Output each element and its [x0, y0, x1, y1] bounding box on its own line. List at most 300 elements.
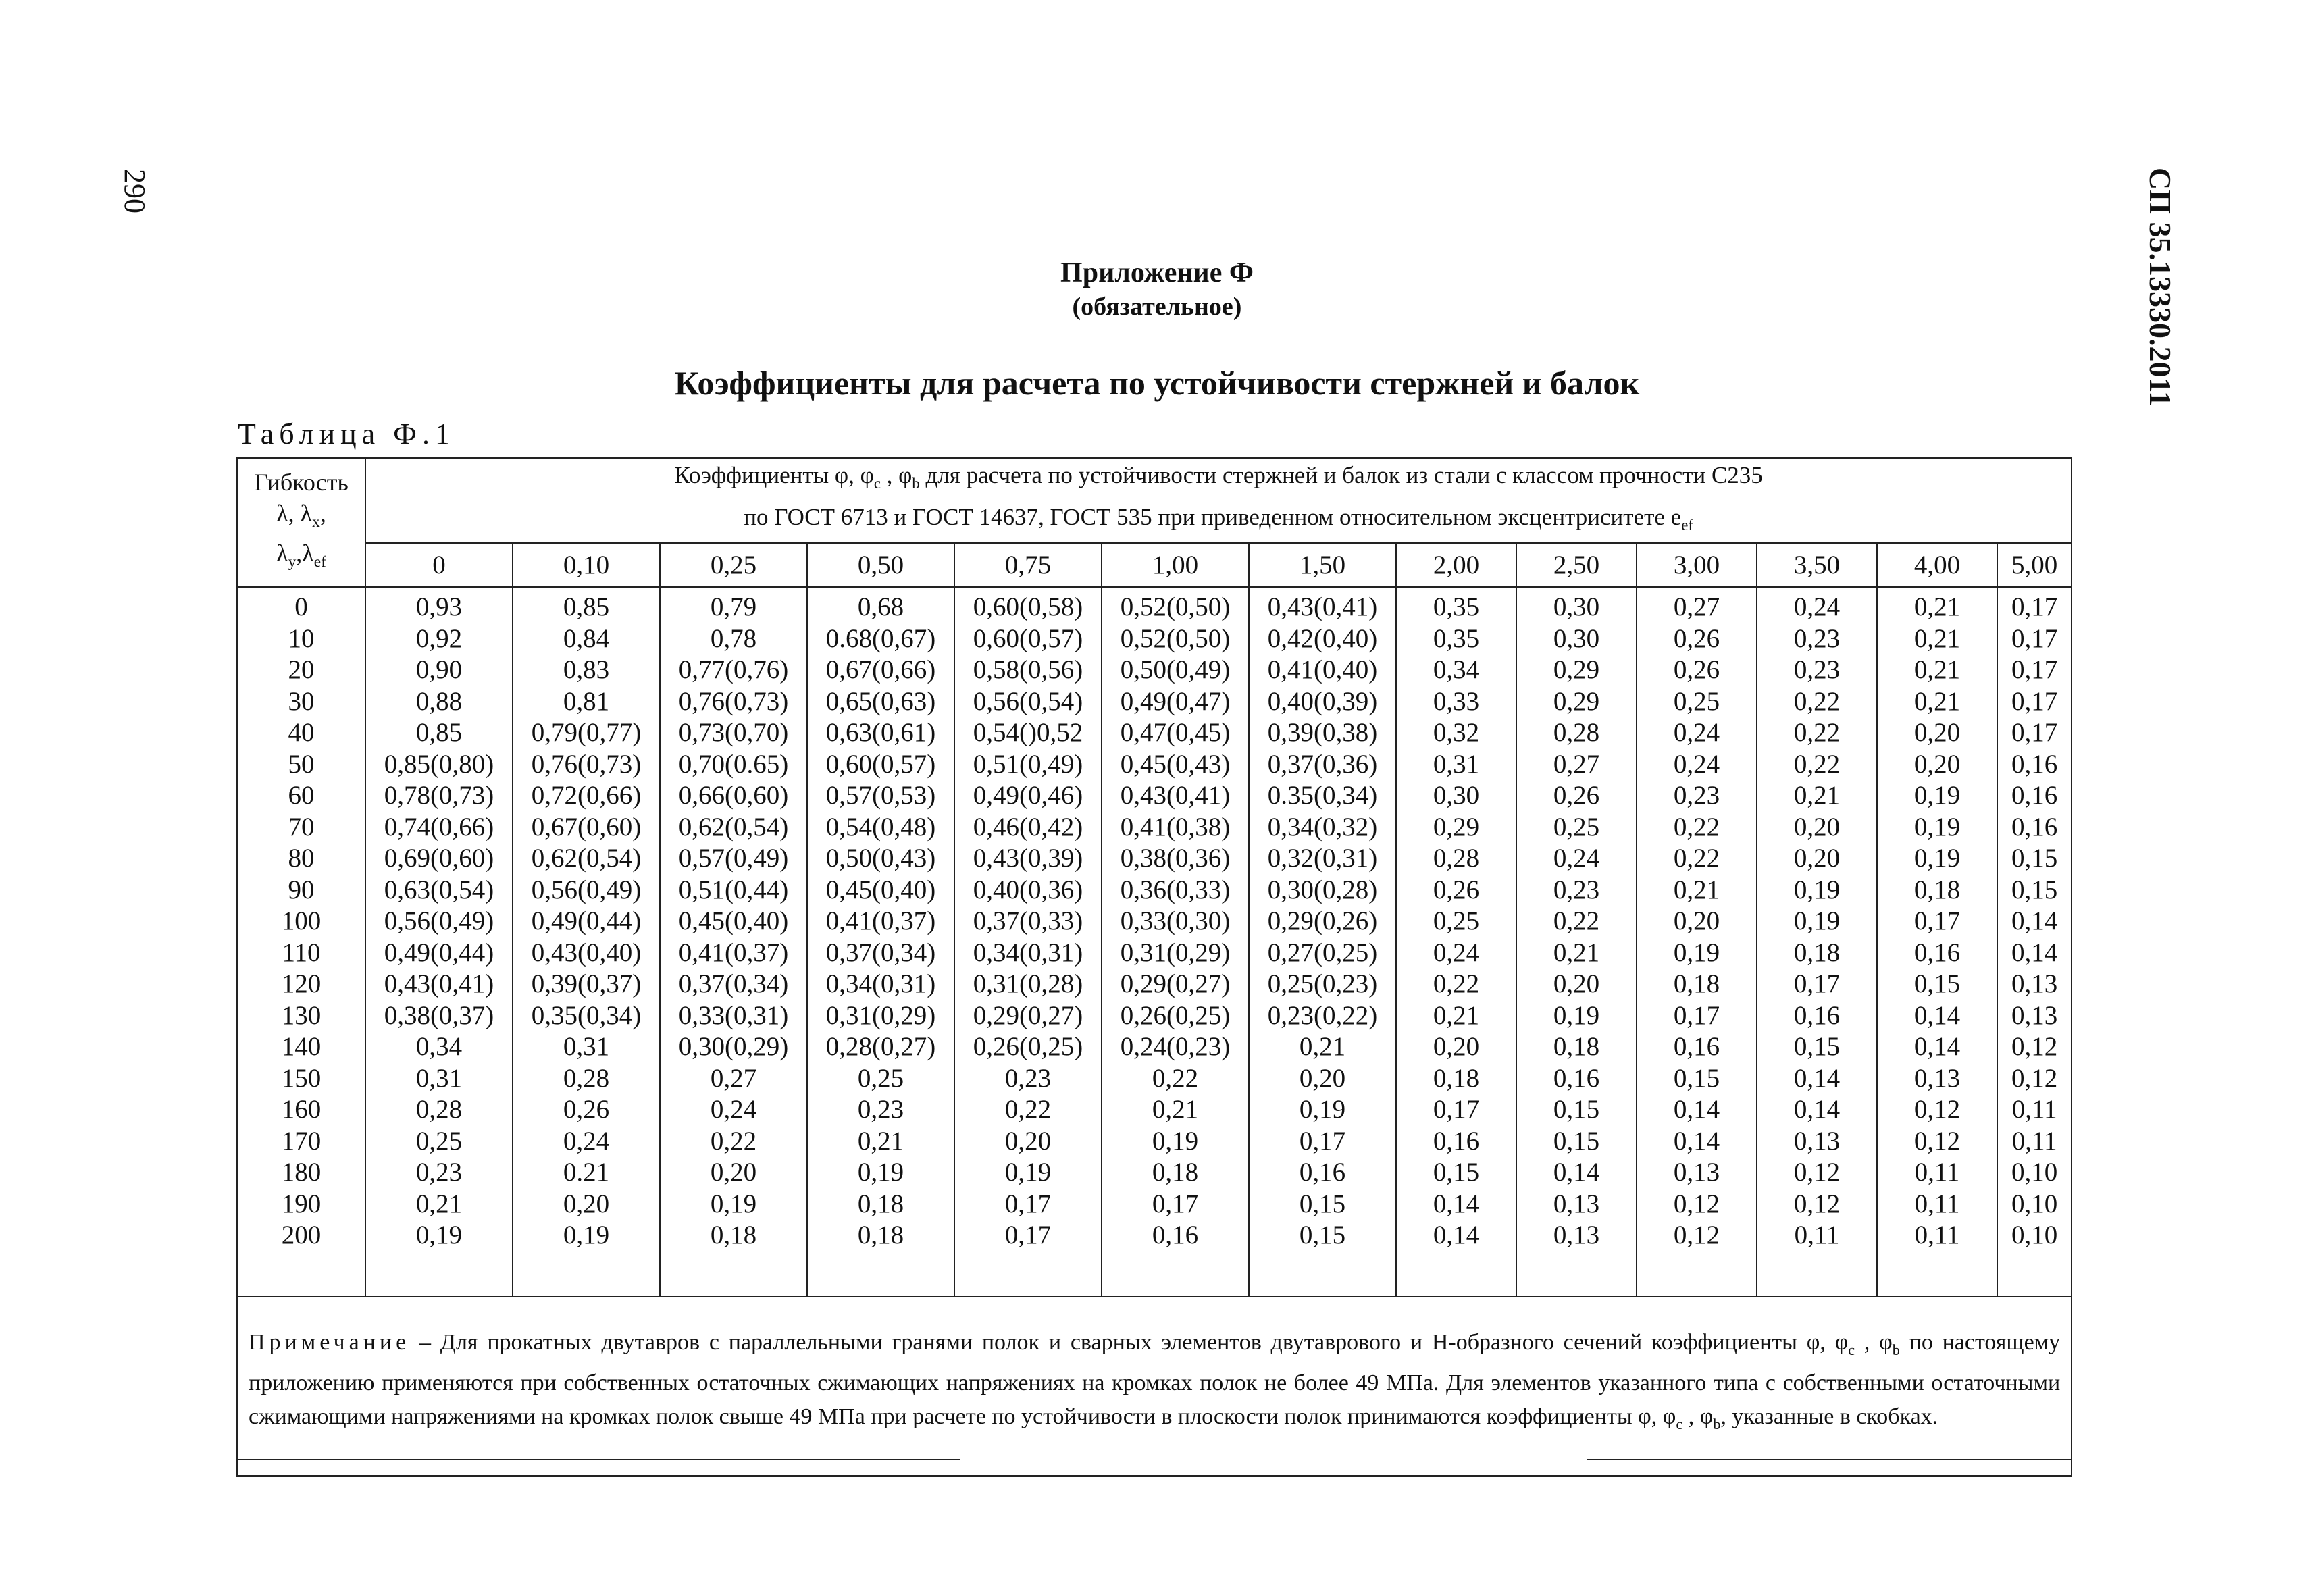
coefficient-cell: 0,39(0,38)	[1249, 717, 1396, 749]
coefficient-cell: 0,78(0,73)	[365, 780, 513, 812]
coefficient-cell: 0,37(0,34)	[660, 969, 807, 1000]
eccentricity-header-cell: 1,50	[1249, 543, 1396, 587]
eccentricity-header-cell: 4,00	[1877, 543, 1997, 587]
table-row	[237, 906, 2072, 937]
coefficient-cell: 0,30	[1516, 587, 1637, 623]
slenderness-cell: 100	[237, 906, 365, 937]
eccentricity-header-cell: 5,00	[1997, 543, 2072, 587]
coefficient-cell: 0,83	[513, 654, 660, 686]
coefficient-cell: 0,26	[1516, 780, 1637, 812]
coefficient-cell: 0,29(0,26)	[1249, 906, 1396, 937]
eccentricity-header-cell: 0,25	[660, 543, 807, 587]
coefficient-cell: 0,28	[365, 1094, 513, 1126]
table-note: Примечание – Для прокатных двутавров с параллельными гранями полок и сварных элементов двутаврового и Н-образного сечений коэффициенты φ, $\varphi_c$ , $\varphi_b$ по настоящему приложению применяются при собственных остаточных сжимающих напряжениях на кромках полок не более 49 МПа. Для элементов указанного типа с собственными остаточными сжимающими напряжениями на кромках полок свыше 49 МПа при расчете по устойчивости в плоскости полок принимаются коэффициенты φ, $\varphi_c$ , $\varphi_b$, указанные в скобках.	[237, 1297, 2072, 1476]
appendix-title: Приложение Ф	[1060, 257, 1254, 288]
slenderness-cell: 140	[237, 1031, 365, 1063]
table-row	[237, 1094, 2072, 1126]
coefficient-cell: 0,10	[1997, 1220, 2072, 1252]
coefficient-cell: 0,26	[513, 1094, 660, 1126]
coefficient-cell: 0,54()0,52	[954, 717, 1102, 749]
eccentricity-header-cell: 2,00	[1396, 543, 1516, 587]
footer-rule-left	[236, 1459, 960, 1460]
coefficient-cell: 0,58(0,56)	[954, 654, 1102, 686]
table-row	[237, 875, 2072, 906]
note-lead: Примечание	[249, 1329, 411, 1355]
coefficient-cell: 0,85	[365, 717, 513, 749]
coefficient-cell: 0,13	[1516, 1189, 1637, 1220]
coefficient-cell: 0,18	[1637, 969, 1757, 1000]
coefficient-cell: 0,17	[1249, 1126, 1396, 1158]
coefficient-cell: 0,16	[1396, 1126, 1516, 1158]
eccentricity-header-cell: 1,00	[1102, 543, 1249, 587]
coefficient-cell: 0,22	[1637, 843, 1757, 875]
coefficient-cell: 0,16	[1516, 1063, 1637, 1095]
coefficient-cell: 0,28	[513, 1063, 660, 1095]
coefficient-cell: 0,17	[954, 1189, 1102, 1220]
coefficient-cell: 0,50(0,49)	[1102, 654, 1249, 686]
coefficient-cell: 0,88	[365, 686, 513, 718]
coefficient-cell: 0,56(0,54)	[954, 686, 1102, 718]
coefficient-cell: 0,26(0,25)	[954, 1031, 1102, 1063]
slenderness-cell: 190	[237, 1189, 365, 1220]
coefficient-cell: 0,19	[954, 1157, 1102, 1189]
slenderness-cell: 150	[237, 1063, 365, 1095]
coefficient-cell: 0,57(0,49)	[660, 843, 807, 875]
coefficient-cell: 0,67(0,60)	[513, 812, 660, 844]
coefficient-cell: 0,21	[1877, 623, 1997, 655]
coefficient-cell: 0,38(0,36)	[1102, 843, 1249, 875]
coefficient-cell: 0,51(0,44)	[660, 875, 807, 906]
coefficient-cell: 0,24	[660, 1094, 807, 1126]
coefficient-cell: 0,14	[1757, 1094, 1877, 1126]
coefficient-cell: 0,24	[1516, 843, 1637, 875]
coefficient-cell: 0,69(0,60)	[365, 843, 513, 875]
coefficient-cell: 0,11	[1877, 1157, 1997, 1189]
coefficient-cell: 0,43(0,40)	[513, 937, 660, 969]
coefficient-cell: 0,13	[1877, 1063, 1997, 1095]
coefficient-cell: 0,12	[1877, 1094, 1997, 1126]
coefficient-cell: 0,16	[1249, 1157, 1396, 1189]
slenderness-cell: 30	[237, 686, 365, 718]
coefficient-cell: 0,30	[1516, 623, 1637, 655]
slenderness-cell: 60	[237, 780, 365, 812]
coefficient-cell: 0,70(0.65)	[660, 749, 807, 781]
coefficients-header	[365, 458, 2072, 544]
coefficient-cell: 0,25	[1396, 906, 1516, 937]
coefficient-cell: 0,72(0,66)	[513, 780, 660, 812]
table-label: Таблица Ф.1	[238, 417, 455, 451]
slenderness-cell: 110	[237, 937, 365, 969]
coefficient-cell: 0,19	[807, 1157, 954, 1189]
coefficient-cell: 0,14	[1637, 1126, 1757, 1158]
coefficient-cell: 0,14	[1877, 1031, 1997, 1063]
coefficient-cell: 0,24	[513, 1126, 660, 1158]
coefficient-cell: 0,23	[1757, 623, 1877, 655]
coefficient-cell: 0,18	[1396, 1063, 1516, 1095]
coefficient-cell: 0,49(0,44)	[365, 937, 513, 969]
coefficient-cell: 0,18	[1757, 937, 1877, 969]
coefficient-cell: 0,49(0,44)	[513, 906, 660, 937]
coefficient-cell: 0,15	[1516, 1126, 1637, 1158]
coefficient-cell: 0,16	[1997, 780, 2072, 812]
table-body	[237, 587, 2072, 1252]
coefficient-cell: 0,37(0,33)	[954, 906, 1102, 937]
coefficient-cell: 0,23	[954, 1063, 1102, 1095]
coefficient-cell: 0,25	[1637, 686, 1757, 718]
coefficient-cell: 0,22	[1757, 686, 1877, 718]
coefficient-cell: 0,43(0,41)	[1249, 587, 1396, 623]
slenderness-cell: 10	[237, 623, 365, 655]
coefficient-cell: 0,23	[1516, 875, 1637, 906]
coefficient-cell: 0,47(0,45)	[1102, 717, 1249, 749]
coefficient-cell: 0,35	[1396, 623, 1516, 655]
coefficient-cell: 0,27	[1516, 749, 1637, 781]
coefficient-cell: 0,31(0,28)	[954, 969, 1102, 1000]
coefficient-cell: 0,34(0,31)	[954, 937, 1102, 969]
coefficient-cell: 0,12	[1757, 1157, 1877, 1189]
coefficient-cell: 0,10	[1997, 1189, 2072, 1220]
slenderness-header	[237, 458, 365, 587]
coefficient-cell: 0,23(0,22)	[1249, 1000, 1396, 1032]
coefficient-cell: 0,11	[1757, 1220, 1877, 1252]
coefficient-cell: 0,34(0,31)	[807, 969, 954, 1000]
slenderness-cell: 170	[237, 1126, 365, 1158]
slenderness-cell: 50	[237, 749, 365, 781]
coefficient-cell: 0,29	[1516, 686, 1637, 718]
eccentricity-header-row	[237, 543, 2072, 587]
coefficient-cell: 0,12	[1997, 1031, 2072, 1063]
coefficient-cell: 0,28	[1396, 843, 1516, 875]
coefficient-cell: 0,31	[365, 1063, 513, 1095]
coefficient-cell: 0,17	[1997, 686, 2072, 718]
coefficient-cell: 0,29	[1516, 654, 1637, 686]
coefficient-cell: 0,65(0,63)	[807, 686, 954, 718]
coefficient-cell: 0,57(0,53)	[807, 780, 954, 812]
coefficient-cell: 0,17	[1637, 1000, 1757, 1032]
coefficient-cell: 0,20	[1396, 1031, 1516, 1063]
table-row	[237, 749, 2072, 781]
coefficient-cell: 0,27	[1637, 587, 1757, 623]
table-row	[237, 812, 2072, 844]
coefficient-cell: 0,79	[660, 587, 807, 623]
coefficient-cell: 0,11	[1997, 1094, 2072, 1126]
coefficient-cell: 0,45(0,40)	[807, 875, 954, 906]
coefficient-cell: 0,46(0,42)	[954, 812, 1102, 844]
coefficient-cell: 0,85	[513, 587, 660, 623]
coefficient-cell: 0,13	[1757, 1126, 1877, 1158]
coefficient-cell: 0,14	[1997, 937, 2072, 969]
coefficient-cell: 0,62(0,54)	[660, 812, 807, 844]
coefficient-cell: 0,33(0,30)	[1102, 906, 1249, 937]
coefficient-cell: 0,20	[1877, 717, 1997, 749]
coefficient-cell: 0,16	[1997, 749, 2072, 781]
coefficient-cell: 0,22	[1757, 749, 1877, 781]
coefficient-cell: 0,21	[365, 1189, 513, 1220]
table-row	[237, 1220, 2072, 1252]
coefficient-cell: 0,43(0,41)	[1102, 780, 1249, 812]
table-row	[237, 1126, 2072, 1158]
coefficient-cell: 0,49(0,46)	[954, 780, 1102, 812]
slenderness-cell: 180	[237, 1157, 365, 1189]
table-row	[237, 780, 2072, 812]
coefficient-cell: 0,24	[1757, 587, 1877, 623]
coefficient-cell: 0,14	[1396, 1189, 1516, 1220]
coefficient-cell: 0,16	[1877, 937, 1997, 969]
coefficient-cell: 0,19	[1249, 1094, 1396, 1126]
coefficient-cell: 0,43(0,39)	[954, 843, 1102, 875]
eccentricity-header-cell: 3,00	[1637, 543, 1757, 587]
coefficient-cell: 0,14	[1757, 1063, 1877, 1095]
slenderness-header-line1: Гибкость	[254, 469, 349, 496]
coefficient-cell: 0,40(0,39)	[1249, 686, 1396, 718]
coefficient-cell: 0,19	[365, 1220, 513, 1252]
coefficient-cell: 0,77(0,76)	[660, 654, 807, 686]
coefficient-cell: 0,22	[660, 1126, 807, 1158]
coefficient-cell: 0,67(0,66)	[807, 654, 954, 686]
coefficient-cell: 0,22	[1516, 906, 1637, 937]
coefficient-cell: 0,19	[1877, 843, 1997, 875]
coefficient-cell: 0,42(0,40)	[1249, 623, 1396, 655]
slenderness-cell: 200	[237, 1220, 365, 1252]
slenderness-cell: 80	[237, 843, 365, 875]
coefficient-cell: 0,63(0,54)	[365, 875, 513, 906]
coefficient-cell: 0,36(0,33)	[1102, 875, 1249, 906]
coefficients-header-line2: по ГОСТ 6713 и ГОСТ 14637, ГОСТ 535 при приведенном относительном эксцентриситете $e_{ef}$	[744, 504, 1693, 534]
slenderness-header-line3: $\lambda_y,\lambda_{ef}$	[276, 540, 326, 571]
coefficient-cell: 0,32(0,31)	[1249, 843, 1396, 875]
coefficient-cell: 0,14	[1396, 1220, 1516, 1252]
coefficient-cell: 0,13	[1516, 1220, 1637, 1252]
coefficient-cell: 0,22	[1757, 717, 1877, 749]
coefficient-cell: 0,66(0,60)	[660, 780, 807, 812]
coefficient-cell: 0,30(0,29)	[660, 1031, 807, 1063]
coefficient-cell: 0,21	[1637, 875, 1757, 906]
coefficient-cell: 0,19	[513, 1220, 660, 1252]
coefficient-cell: 0,18	[1516, 1031, 1637, 1063]
table-row	[237, 937, 2072, 969]
eccentricity-header-cell: 3,50	[1757, 543, 1877, 587]
coefficient-cell: 0,14	[1997, 906, 2072, 937]
coefficient-cell: 0,18	[807, 1189, 954, 1220]
coefficient-cell: 0,14	[1637, 1094, 1757, 1126]
coefficient-cell: 0,92	[365, 623, 513, 655]
coefficient-cell: 0,17	[1757, 969, 1877, 1000]
coefficient-cell: 0,17	[954, 1220, 1102, 1252]
coefficient-cell: 0,16	[1637, 1031, 1757, 1063]
table-row	[237, 969, 2072, 1000]
coefficient-cell: 0,15	[1757, 1031, 1877, 1063]
appendix-subtitle: (обязательное)	[1072, 292, 1242, 321]
coefficient-cell: 0,74(0,66)	[365, 812, 513, 844]
coefficient-cell: 0,25(0,23)	[1249, 969, 1396, 1000]
table-row	[237, 686, 2072, 718]
coefficient-cell: 0,17	[1997, 623, 2072, 655]
table-row	[237, 1063, 2072, 1095]
coefficient-cell: 0,15	[1249, 1189, 1396, 1220]
coefficient-cell: 0,22	[954, 1094, 1102, 1126]
coefficient-cell: 0,45(0,40)	[660, 906, 807, 937]
coefficient-cell: 0,20	[954, 1126, 1102, 1158]
coefficient-cell: 0,40(0,36)	[954, 875, 1102, 906]
coefficient-cell: 0,11	[1877, 1189, 1997, 1220]
coefficient-cell: 0,21	[1877, 587, 1997, 623]
coefficient-cell: 0,35(0,34)	[513, 1000, 660, 1032]
eccentricity-header-cell: 0,75	[954, 543, 1102, 587]
coefficient-cell: 0,11	[1997, 1126, 2072, 1158]
eccentricity-header-cell: 0,10	[513, 543, 660, 587]
coefficient-cell: 0,22	[1102, 1063, 1249, 1095]
coefficient-cell: 0,24	[1396, 937, 1516, 969]
slenderness-header-line2: λ, $\lambda_x$,	[276, 500, 326, 532]
coefficient-cell: 0,14	[1516, 1157, 1637, 1189]
coefficient-cell: 0,41(0,37)	[807, 906, 954, 937]
coefficient-cell: 0,15	[1997, 843, 2072, 875]
document-code: СП 35.13330.2011	[2143, 168, 2178, 407]
coefficient-cell: 0,18	[1877, 875, 1997, 906]
coefficient-cell: 0,27(0,25)	[1249, 937, 1396, 969]
table-row	[237, 587, 2072, 623]
coefficient-cell: 0,33	[1396, 686, 1516, 718]
coefficient-cell: 0,23	[1757, 654, 1877, 686]
coefficient-cell: 0,12	[1877, 1126, 1997, 1158]
coefficient-cell: 0,12	[1757, 1189, 1877, 1220]
coefficient-cell: 0,33(0,31)	[660, 1000, 807, 1032]
coefficient-cell: 0,19	[1757, 875, 1877, 906]
coefficient-cell: 0,13	[1997, 969, 2072, 1000]
coefficient-cell: 0,31(0,29)	[807, 1000, 954, 1032]
slenderness-cell: 40	[237, 717, 365, 749]
coefficient-cell: 0,15	[1396, 1157, 1516, 1189]
coefficient-cell: 0,19	[1877, 780, 1997, 812]
coefficient-cell: 0,20	[1757, 812, 1877, 844]
coefficient-cell: 0,17	[1997, 587, 2072, 623]
table-row	[237, 1157, 2072, 1189]
coefficient-cell: 0,28	[1516, 717, 1637, 749]
coefficient-cell: 0,13	[1997, 1000, 2072, 1032]
coefficient-cell: 0,41(0,37)	[660, 937, 807, 969]
coefficient-cell: 0,20	[1249, 1063, 1396, 1095]
coefficient-cell: 0,23	[1637, 780, 1757, 812]
coefficient-cell: 0.21	[513, 1157, 660, 1189]
eccentricity-header-cell: 0	[365, 543, 513, 587]
coefficient-cell: 0,18	[807, 1220, 954, 1252]
slenderness-cell: 130	[237, 1000, 365, 1032]
coefficient-cell: 0,14	[1877, 1000, 1997, 1032]
coefficient-cell: 0,19	[1516, 1000, 1637, 1032]
coefficient-cell: 0,12	[1637, 1189, 1757, 1220]
coefficient-cell: 0,79(0,77)	[513, 717, 660, 749]
table-row	[237, 1031, 2072, 1063]
coefficient-cell: 0,26	[1637, 623, 1757, 655]
coefficient-cell: 0,68	[807, 587, 954, 623]
table-row	[237, 1189, 2072, 1220]
coefficient-cell: 0,60(0,57)	[954, 623, 1102, 655]
coefficient-cell: 0,76(0,73)	[660, 686, 807, 718]
coefficient-cell: 0,17	[1877, 906, 1997, 937]
coefficient-cell: 0,41(0,40)	[1249, 654, 1396, 686]
table-row	[237, 843, 2072, 875]
coefficient-cell: 0,41(0,38)	[1102, 812, 1249, 844]
coefficient-cell: 0,63(0,61)	[807, 717, 954, 749]
coefficient-cell: 0,37(0,36)	[1249, 749, 1396, 781]
coefficient-cell: 0.35(0,34)	[1249, 780, 1396, 812]
coefficient-cell: 0,15	[1637, 1063, 1757, 1095]
coefficient-cell: 0,25	[807, 1063, 954, 1095]
slenderness-cell: 160	[237, 1094, 365, 1126]
coefficient-cell: 0,19	[1102, 1126, 1249, 1158]
coefficient-cell: 0,18	[660, 1220, 807, 1252]
table-row	[237, 623, 2072, 655]
coefficient-cell: 0,23	[365, 1157, 513, 1189]
coefficient-cell: 0,29(0,27)	[954, 1000, 1102, 1032]
coefficient-cell: 0,24	[1637, 749, 1757, 781]
coefficient-cell: 0,43(0,41)	[365, 969, 513, 1000]
footer-rule-right	[1587, 1459, 2071, 1460]
coefficient-cell: 0,37(0,34)	[807, 937, 954, 969]
coefficient-cell: 0,26	[1396, 875, 1516, 906]
coefficient-cell: 0,15	[1877, 969, 1997, 1000]
coefficient-cell: 0,28(0,27)	[807, 1031, 954, 1063]
coefficient-cell: 0,22	[1637, 812, 1757, 844]
coefficient-cell: 0,17	[1396, 1094, 1516, 1126]
coefficient-cell: 0,21	[1102, 1094, 1249, 1126]
eccentricity-header-cell: 0,50	[807, 543, 954, 587]
coefficient-cell: 0,31(0,29)	[1102, 937, 1249, 969]
coefficient-cell: 0,32	[1396, 717, 1516, 749]
coefficient-cell: 0,17	[1997, 717, 2072, 749]
page-number: 290	[118, 169, 151, 213]
coefficient-cell: 0,73(0,70)	[660, 717, 807, 749]
coefficient-cell: 0,17	[1997, 654, 2072, 686]
slenderness-cell: 20	[237, 654, 365, 686]
coefficient-cell: 0,30	[1396, 780, 1516, 812]
coefficient-cell: 0,50(0,43)	[807, 843, 954, 875]
coefficient-cell: 0,10	[1997, 1157, 2072, 1189]
coefficient-cell: 0,35	[1396, 587, 1516, 623]
coefficient-cell: 0,21	[1877, 686, 1997, 718]
coefficient-cell: 0,21	[1757, 780, 1877, 812]
coefficient-cell: 0,20	[513, 1189, 660, 1220]
table-row	[237, 654, 2072, 686]
coefficient-cell: 0,93	[365, 587, 513, 623]
coefficient-cell: 0,13	[1637, 1157, 1757, 1189]
coefficient-cell: 0,20	[660, 1157, 807, 1189]
coefficient-cell: 0,90	[365, 654, 513, 686]
coefficient-cell: 0,26(0,25)	[1102, 1000, 1249, 1032]
coefficient-cell: 0,76(0,73)	[513, 749, 660, 781]
coefficient-cell: 0,30(0,28)	[1249, 875, 1396, 906]
slenderness-cell: 70	[237, 812, 365, 844]
coefficient-cell: 0,62(0,54)	[513, 843, 660, 875]
coefficient-cell: 0,60(0,57)	[807, 749, 954, 781]
coefficient-cell: 0,12	[1637, 1220, 1757, 1252]
coefficient-cell: 0,45(0,43)	[1102, 749, 1249, 781]
coefficient-cell: 0,85(0,80)	[365, 749, 513, 781]
coefficient-cell: 0,31	[1396, 749, 1516, 781]
coefficient-cell: 0,38(0,37)	[365, 1000, 513, 1032]
coefficient-cell: 0,20	[1877, 749, 1997, 781]
coefficient-cell: 0,29(0,27)	[1102, 969, 1249, 1000]
coefficient-cell: 0,54(0,48)	[807, 812, 954, 844]
coefficient-cell: 0,21	[1396, 1000, 1516, 1032]
coefficient-cell: 0,16	[1757, 1000, 1877, 1032]
coefficient-cell: 0,21	[1877, 654, 1997, 686]
coefficient-cell: 0,20	[1516, 969, 1637, 1000]
coefficient-cell: 0,15	[1997, 875, 2072, 906]
coefficient-cell: 0,26	[1637, 654, 1757, 686]
coefficient-cell: 0,29	[1396, 812, 1516, 844]
coefficient-cell: 0,20	[1757, 843, 1877, 875]
